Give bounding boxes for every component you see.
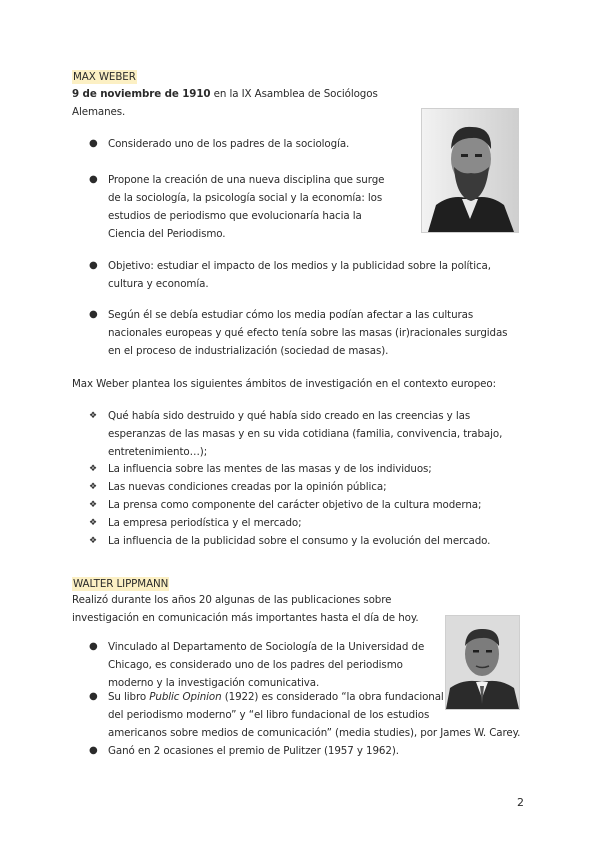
weber-bullet-1: Considerado uno de los padres de la sociología. (108, 138, 350, 150)
max-weber-portrait-image (422, 109, 518, 232)
diamond-bullet-icon: ❖ (89, 500, 98, 510)
weber-intro-line-1: 9 de noviembre de 1910 en la IX Asamblea de Sociólogos (72, 88, 378, 100)
max-weber-portrait (421, 108, 519, 233)
bullet-icon: ● (89, 745, 98, 756)
weber-scope-item-2: La influencia sobre las mentes de las masas y de los individuos; (108, 463, 432, 475)
weber-scope-item-1: Qué había sido destruido y qué había sido creado en las creencias y las esperanzas de las masas y en su vida cotidiana (familia, convivencia, trabajo, entretenimiento…); (108, 410, 503, 458)
diamond-bullet-icon: ❖ (89, 482, 98, 492)
page-number: 2 (517, 796, 524, 809)
book-title: Public Opinion (149, 691, 222, 703)
diamond-bullet-icon: ❖ (89, 536, 98, 546)
diamond-bullet-icon: ❖ (89, 464, 98, 474)
diamond-bullet-icon: ❖ (89, 518, 98, 528)
weber-intro-line-2: Alemanes. (72, 106, 126, 118)
weber-heading: MAX WEBER (73, 71, 136, 83)
lippmann-intro: Realizó durante los años 20 algunas de las publicaciones sobre investigación en comunicación más importantes hasta el día de hoy. (72, 594, 419, 624)
lippmann-bullet-2: Su libro Public Opinion (1922) es considerado “la obra fundacional del periodismo moderno” y “el libro fundacional de los estudios americanos sobre medios de comunicación” (media studies), por James W. Carey. (108, 691, 521, 739)
weber-scope-item-6: La influencia de la publicidad sobre el consumo y la evolución del mercado. (108, 535, 491, 547)
weber-scope-item-4: La prensa como componente del carácter objetivo de la cultura moderna; (108, 499, 482, 511)
weber-date: 9 de noviembre de 1910 (72, 88, 211, 100)
lippmann-heading: WALTER LIPPMANN (73, 578, 169, 590)
weber-bullet-4: Según él se debía estudiar cómo los media podían afectar a las culturas nacionales europeas y qué efecto tenía sobre las masas (ir)racionales surgidas en el proceso de industrialización (sociedad de masas). (108, 309, 508, 357)
diamond-bullet-icon: ❖ (89, 411, 98, 421)
bullet-icon: ● (89, 309, 98, 320)
lippmann-bullet-1: Vinculado al Departamento de Sociología de la Universidad de Chicago, es considerado uno de los padres del periodismo moderno y la investigación comunicativa. (108, 641, 425, 689)
bullet-icon: ● (89, 260, 98, 271)
weber-scope-item-3: Las nuevas condiciones creadas por la opinión pública; (108, 481, 387, 493)
lippmann-bullet-3: Ganó en 2 ocasiones el premio de Pulitzer (1957 y 1962). (108, 745, 399, 757)
weber-bullet-2: Propone la creación de una nueva disciplina que surge de la sociología, la psicología social y la economía: los estudios de periodismo que evolucionaría hacia la Ciencia del Periodismo. (108, 174, 385, 240)
bullet-icon: ● (89, 691, 98, 702)
weber-scope-intro: Max Weber plantea los siguientes ámbitos de investigación en el contexto europeo: (72, 378, 496, 390)
weber-bullet-3: Objetivo: estudiar el impacto de los medios y la publicidad sobre la política, cultura y economía. (108, 260, 491, 290)
bullet-icon: ● (89, 174, 98, 185)
bullet-icon: ● (89, 641, 98, 652)
bullet-icon: ● (89, 138, 98, 149)
weber-scope-item-5: La empresa periodística y el mercado; (108, 517, 302, 529)
